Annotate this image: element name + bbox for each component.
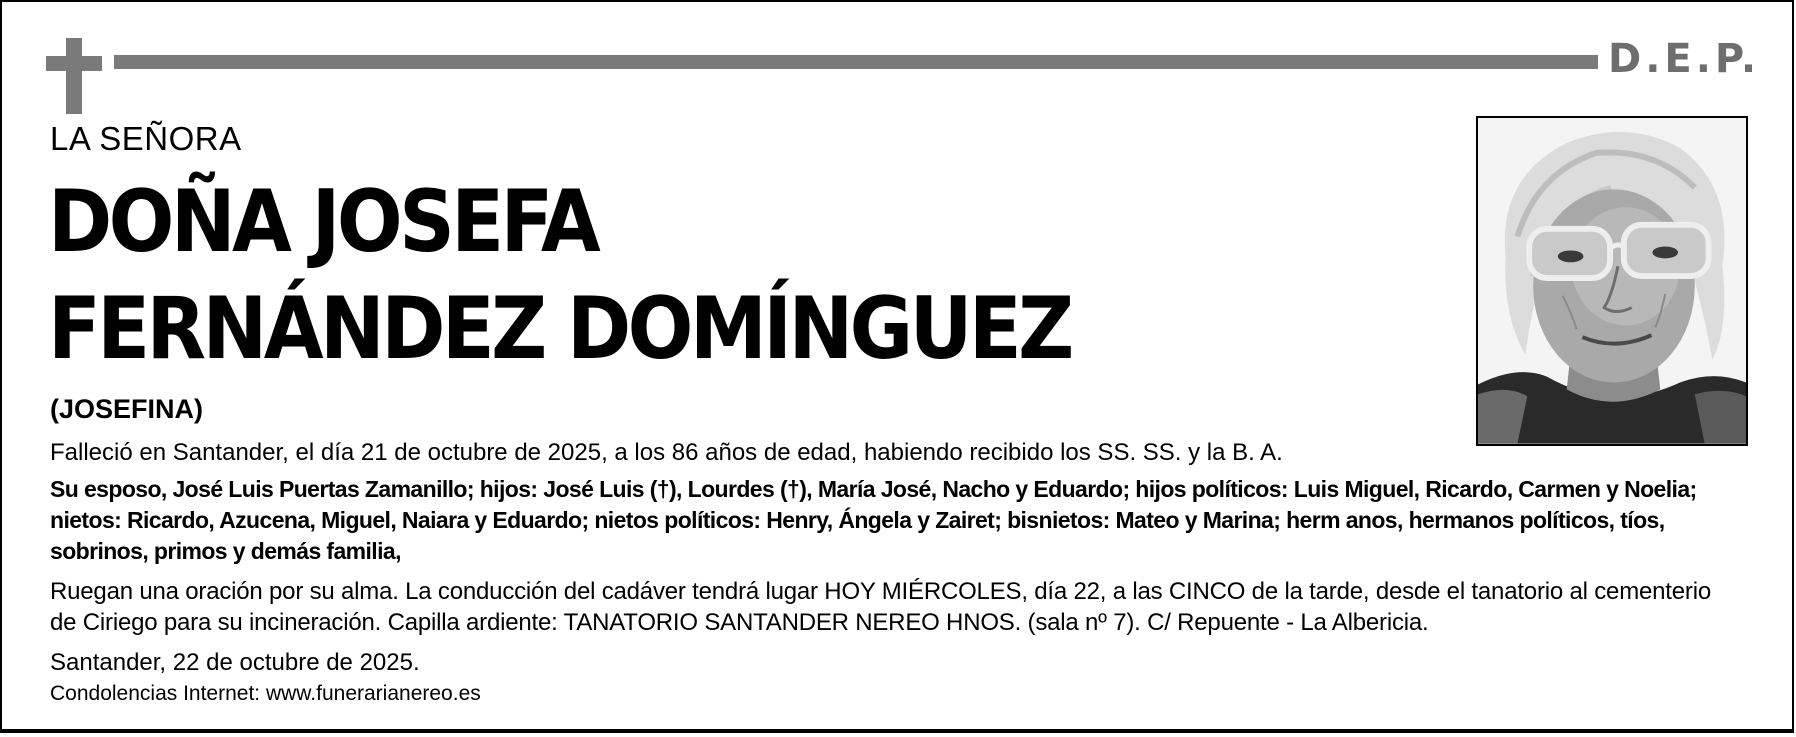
deceased-name-line2: FERNÁNDEZ DOMÍNGUEZ	[48, 279, 1071, 379]
honorific: LA SEÑORA	[50, 120, 242, 157]
family-line: nietos: Ricardo, Azucena, Miguel, Naiara y Eduardo; nietos políticos: Henry, Ángela y Zairet; bisnietos: Mateo y Marina; herm anos, hermanos políticos, tíos,	[50, 507, 1665, 533]
portrait-photo	[1476, 116, 1748, 446]
funeral-details	[50, 576, 1750, 638]
portrait-photo-image	[1478, 118, 1746, 444]
header-rule	[114, 55, 1598, 69]
family-line: Su esposo, José Luis Puertas Zamanillo; hijos: José Luis (†), Lourdes (†), María José, Nacho y Eduardo; hijos políticos: Luis Miguel, Ricardo, Carmen y Noelia;	[50, 476, 1697, 502]
funeral-line: de Ciriego para su incineración. Capilla ardiente: TANATORIO SANTANDER NEREO HNOS. (sala nº 7). C/ Repuente - La Albericia.	[50, 609, 1429, 636]
deceased-nickname: (JOSEFINA)	[50, 394, 204, 424]
date-line: Santander, 22 de octubre de 2025.	[50, 649, 420, 676]
family-list	[50, 474, 1750, 567]
condolences-link[interactable]: Condolencias Internet: www.funerarianereo.es	[50, 682, 481, 705]
deceased-name-line1: DOÑA JOSEFA	[48, 172, 598, 272]
dep-label: D.E.P.	[1608, 36, 1761, 82]
death-notice: Falleció en Santander, el día 21 de octubre de 2025, a los 86 años de edad, habiendo recibido los SS. SS. y la B. A.	[50, 439, 1283, 466]
funeral-line: Ruegan una oración por su alma. La conducción del cadáver tendrá lugar HOY MIÉRCOLES, día 22, a las CINCO de la tarde, desde el tanatorio al cementerio	[50, 578, 1711, 605]
family-line: sobrinos, primos y demás familia,	[50, 538, 401, 564]
latin-cross-icon	[46, 38, 102, 114]
